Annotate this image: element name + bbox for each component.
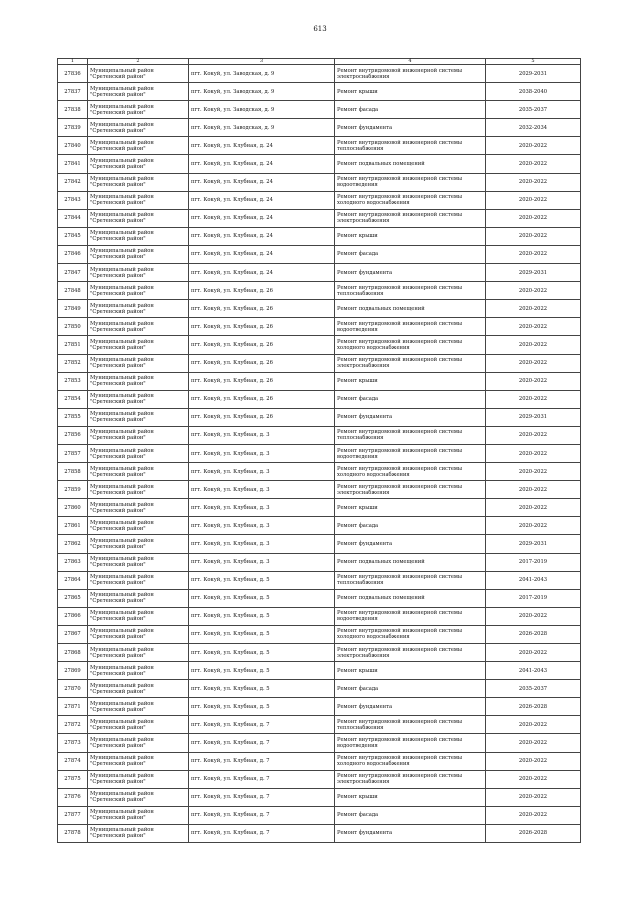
cell-work-type: Ремонт фасада [335,517,486,535]
cell-period: 2041-2043 [486,571,581,589]
cell-period: 2020-2022 [486,191,581,209]
cell-municipality: Муниципальный район "Сретенский район" [88,372,189,390]
table-row [58,806,581,824]
table-row [58,227,581,245]
table-row [58,589,581,607]
cell-period: 2029-2031 [486,65,581,83]
table-row [58,607,581,625]
cell-work-type: Ремонт внутридомовой инженерной системы водоотведения [335,444,486,462]
table-row [58,463,581,481]
cell-record-id: 27853 [58,372,88,390]
cell-address: пгт. Кокуй, ул. Клубная, д. 26 [189,336,335,354]
table-row [58,209,581,227]
cell-period: 2017-2019 [486,589,581,607]
cell-work-type: Ремонт внутридомовой инженерной системы теплоснабжения [335,282,486,300]
cell-work-type: Ремонт фасада [335,245,486,263]
table-row [58,517,581,535]
cell-municipality: Муниципальный район "Сретенский район" [88,264,189,282]
cell-municipality: Муниципальный район "Сретенский район" [88,806,189,824]
table-row [58,354,581,372]
table-row [58,173,581,191]
cell-municipality: Муниципальный район "Сретенский район" [88,354,189,372]
cell-period: 2020-2022 [486,752,581,770]
cell-address: пгт. Кокуй, ул. Клубная, д. 24 [189,155,335,173]
cell-address: пгт. Кокуй, ул. Заводская, д. 9 [189,119,335,137]
cell-record-id: 27861 [58,517,88,535]
cell-municipality: Муниципальный район "Сретенский район" [88,101,189,119]
cell-municipality: Муниципальный район "Сретенский район" [88,752,189,770]
cell-work-type: Ремонт крыши [335,788,486,806]
cell-municipality: Муниципальный район "Сретенский район" [88,571,189,589]
cell-work-type: Ремонт внутридомовой инженерной системы теплоснабжения [335,426,486,444]
cell-work-type: Ремонт крыши [335,499,486,517]
cell-record-id: 27836 [58,65,88,83]
cell-record-id: 27877 [58,806,88,824]
cell-address: пгт. Кокуй, ул. Клубная, д. 5 [189,698,335,716]
cell-municipality: Муниципальный район "Сретенский район" [88,173,189,191]
cell-municipality: Муниципальный район "Сретенский район" [88,680,189,698]
cell-work-type: Ремонт фасада [335,390,486,408]
cell-municipality: Муниципальный район "Сретенский район" [88,245,189,263]
cell-period: 2020-2022 [486,245,581,263]
cell-work-type: Ремонт внутридомовой инженерной системы теплоснабжения [335,716,486,734]
cell-municipality: Муниципальный район "Сретенский район" [88,209,189,227]
cell-work-type: Ремонт внутридомовой инженерной системы электроснабжения [335,65,486,83]
column-header: 1 [58,59,88,65]
cell-period: 2020-2022 [486,444,581,462]
cell-work-type: Ремонт фундамента [335,698,486,716]
table-row [58,408,581,426]
cell-period: 2026-2028 [486,625,581,643]
table-row [58,155,581,173]
cell-period: 2020-2022 [486,517,581,535]
cell-municipality: Муниципальный район "Сретенский район" [88,282,189,300]
cell-municipality: Муниципальный район "Сретенский район" [88,137,189,155]
cell-record-id: 27866 [58,607,88,625]
cell-municipality: Муниципальный район "Сретенский район" [88,716,189,734]
cell-work-type: Ремонт внутридомовой инженерной системы электроснабжения [335,770,486,788]
cell-work-type: Ремонт фасада [335,806,486,824]
cell-address: пгт. Кокуй, ул. Клубная, д. 3 [189,517,335,535]
table-row [58,119,581,137]
cell-address: пгт. Кокуй, ул. Клубная, д. 26 [189,300,335,318]
table-row [58,680,581,698]
table-row [58,372,581,390]
cell-record-id: 27841 [58,155,88,173]
cell-record-id: 27870 [58,680,88,698]
cell-work-type: Ремонт внутридомовой инженерной системы водоотведения [335,607,486,625]
cell-address: пгт. Кокуй, ул. Клубная, д. 26 [189,408,335,426]
cell-work-type: Ремонт подвальных помещений [335,589,486,607]
table-row [58,571,581,589]
table-row [58,245,581,263]
table-row [58,698,581,716]
cell-period: 2020-2022 [486,806,581,824]
table-row [58,734,581,752]
cell-work-type: Ремонт внутридомовой инженерной системы электроснабжения [335,209,486,227]
cell-record-id: 27855 [58,408,88,426]
cell-municipality: Муниципальный район "Сретенский район" [88,698,189,716]
table-row [58,101,581,119]
cell-period: 2035-2037 [486,101,581,119]
cell-record-id: 27868 [58,644,88,662]
cell-municipality: Муниципальный район "Сретенский район" [88,824,189,842]
cell-municipality: Муниципальный район "Сретенский район" [88,644,189,662]
cell-record-id: 27854 [58,390,88,408]
cell-period: 2020-2022 [486,155,581,173]
cell-record-id: 27863 [58,553,88,571]
cell-municipality: Муниципальный район "Сретенский район" [88,390,189,408]
cell-work-type: Ремонт внутридомовой инженерной системы холодного водоснабжения [335,191,486,209]
cell-address: пгт. Кокуй, ул. Клубная, д. 3 [189,463,335,481]
table-row [58,318,581,336]
table-row [58,65,581,83]
cell-address: пгт. Кокуй, ул. Клубная, д. 24 [189,191,335,209]
cell-work-type: Ремонт подвальных помещений [335,553,486,571]
cell-work-type: Ремонт внутридомовой инженерной системы холодного водоснабжения [335,752,486,770]
cell-municipality: Муниципальный район "Сретенский район" [88,336,189,354]
cell-record-id: 27864 [58,571,88,589]
cell-period: 2038-2040 [486,83,581,101]
table-row [58,300,581,318]
cell-municipality: Муниципальный район "Сретенский район" [88,65,189,83]
cell-period: 2029-2031 [486,535,581,553]
cell-address: пгт. Кокуй, ул. Клубная, д. 24 [189,173,335,191]
cell-address: пгт. Кокуй, ул. Клубная, д. 7 [189,824,335,842]
cell-period: 2026-2028 [486,698,581,716]
cell-work-type: Ремонт внутридомовой инженерной системы электроснабжения [335,481,486,499]
table-row [58,264,581,282]
cell-period: 2020-2022 [486,734,581,752]
cell-address: пгт. Кокуй, ул. Заводская, д. 9 [189,101,335,119]
cell-record-id: 27839 [58,119,88,137]
cell-address: пгт. Кокуй, ул. Клубная, д. 5 [189,644,335,662]
cell-municipality: Муниципальный район "Сретенский район" [88,426,189,444]
cell-municipality: Муниципальный район "Сретенский район" [88,589,189,607]
cell-record-id: 27859 [58,481,88,499]
cell-period: 2020-2022 [486,372,581,390]
cell-record-id: 27871 [58,698,88,716]
cell-record-id: 27873 [58,734,88,752]
column-header: 2 [88,59,189,65]
table-row [58,83,581,101]
cell-address: пгт. Кокуй, ул. Клубная, д. 3 [189,535,335,553]
table-row [58,752,581,770]
cell-record-id: 27852 [58,354,88,372]
cell-address: пгт. Кокуй, ул. Клубная, д. 24 [189,245,335,263]
cell-period: 2020-2022 [486,644,581,662]
cell-period: 2020-2022 [486,227,581,245]
table-row [58,770,581,788]
cell-municipality: Муниципальный район "Сретенский район" [88,155,189,173]
cell-period: 2020-2022 [486,788,581,806]
cell-record-id: 27876 [58,788,88,806]
cell-address: пгт. Кокуй, ул. Клубная, д. 3 [189,426,335,444]
cell-work-type: Ремонт внутридомовой инженерной системы водоотведения [335,318,486,336]
cell-work-type: Ремонт внутридомовой инженерной системы электроснабжения [335,644,486,662]
cell-record-id: 27860 [58,499,88,517]
cell-period: 2020-2022 [486,499,581,517]
cell-municipality: Муниципальный район "Сретенский район" [88,625,189,643]
cell-address: пгт. Кокуй, ул. Клубная, д. 26 [189,390,335,408]
cell-address: пгт. Кокуй, ул. Клубная, д. 26 [189,318,335,336]
cell-period: 2032-2034 [486,119,581,137]
table-row [58,535,581,553]
cell-period: 2020-2022 [486,426,581,444]
cell-work-type: Ремонт внутридомовой инженерной системы холодного водоснабжения [335,463,486,481]
page-number: 613 [313,25,327,33]
table-row [58,426,581,444]
table-row [58,824,581,842]
table-row [58,191,581,209]
cell-work-type: Ремонт фундамента [335,535,486,553]
cell-address: пгт. Кокуй, ул. Клубная, д. 5 [189,589,335,607]
cell-work-type: Ремонт фундамента [335,264,486,282]
cell-address: пгт. Кокуй, ул. Клубная, д. 7 [189,770,335,788]
cell-address: пгт. Кокуй, ул. Клубная, д. 24 [189,137,335,155]
cell-record-id: 27837 [58,83,88,101]
cell-address: пгт. Кокуй, ул. Клубная, д. 24 [189,209,335,227]
cell-municipality: Муниципальный район "Сретенский район" [88,770,189,788]
table-row [58,481,581,499]
cell-period: 2020-2022 [486,173,581,191]
cell-municipality: Муниципальный район "Сретенский район" [88,227,189,245]
cell-period: 2020-2022 [486,282,581,300]
cell-period: 2029-2031 [486,408,581,426]
cell-work-type: Ремонт крыши [335,227,486,245]
cell-address: пгт. Кокуй, ул. Клубная, д. 5 [189,571,335,589]
cell-period: 2020-2022 [486,300,581,318]
table-row [58,282,581,300]
cell-record-id: 27867 [58,625,88,643]
cell-address: пгт. Кокуй, ул. Клубная, д. 7 [189,734,335,752]
cell-record-id: 27844 [58,209,88,227]
cell-period: 2020-2022 [486,607,581,625]
table-row [58,644,581,662]
cell-record-id: 27857 [58,444,88,462]
cell-period: 2020-2022 [486,481,581,499]
cell-work-type: Ремонт фундамента [335,408,486,426]
cell-record-id: 27845 [58,227,88,245]
cell-record-id: 27840 [58,137,88,155]
cell-record-id: 27847 [58,264,88,282]
cell-period: 2020-2022 [486,390,581,408]
cell-address: пгт. Кокуй, ул. Клубная, д. 7 [189,806,335,824]
table-row [58,716,581,734]
cell-work-type: Ремонт внутридомовой инженерной системы теплоснабжения [335,571,486,589]
cell-period: 2020-2022 [486,354,581,372]
cell-municipality: Муниципальный район "Сретенский район" [88,734,189,752]
cell-municipality: Муниципальный район "Сретенский район" [88,788,189,806]
table-row [58,662,581,680]
cell-work-type: Ремонт подвальных помещений [335,155,486,173]
cell-municipality: Муниципальный район "Сретенский район" [88,83,189,101]
cell-address: пгт. Кокуй, ул. Клубная, д. 7 [189,752,335,770]
cell-work-type: Ремонт крыши [335,83,486,101]
cell-record-id: 27869 [58,662,88,680]
table-row [58,390,581,408]
cell-municipality: Муниципальный район "Сретенский район" [88,662,189,680]
cell-record-id: 27850 [58,318,88,336]
cell-work-type: Ремонт крыши [335,372,486,390]
table-row [58,336,581,354]
cell-municipality: Муниципальный район "Сретенский район" [88,444,189,462]
cell-address: пгт. Кокуй, ул. Клубная, д. 3 [189,553,335,571]
cell-work-type: Ремонт фундамента [335,824,486,842]
cell-record-id: 27878 [58,824,88,842]
table-row [58,499,581,517]
cell-record-id: 27872 [58,716,88,734]
cell-period: 2020-2022 [486,716,581,734]
cell-municipality: Муниципальный район "Сретенский район" [88,607,189,625]
cell-work-type: Ремонт крыши [335,662,486,680]
table-row [58,788,581,806]
cell-record-id: 27838 [58,101,88,119]
cell-record-id: 27874 [58,752,88,770]
table-row [58,553,581,571]
cell-work-type: Ремонт внутридомовой инженерной системы водоотведения [335,734,486,752]
cell-record-id: 27865 [58,589,88,607]
cell-period: 2020-2022 [486,137,581,155]
cell-period: 2020-2022 [486,336,581,354]
capital-repair-table [57,58,581,843]
cell-record-id: 27842 [58,173,88,191]
cell-address: пгт. Кокуй, ул. Клубная, д. 7 [189,788,335,806]
cell-address: пгт. Кокуй, ул. Клубная, д. 24 [189,227,335,245]
cell-address: пгт. Кокуй, ул. Клубная, д. 5 [189,662,335,680]
cell-address: пгт. Кокуй, ул. Клубная, д. 3 [189,481,335,499]
cell-address: пгт. Кокуй, ул. Клубная, д. 26 [189,372,335,390]
cell-work-type: Ремонт внутридомовой инженерной системы теплоснабжения [335,137,486,155]
cell-period: 2020-2022 [486,770,581,788]
cell-work-type: Ремонт подвальных помещений [335,300,486,318]
cell-period: 2020-2022 [486,209,581,227]
cell-municipality: Муниципальный район "Сретенский район" [88,481,189,499]
cell-record-id: 27851 [58,336,88,354]
cell-address: пгт. Кокуй, ул. Клубная, д. 5 [189,680,335,698]
table-row [58,137,581,155]
cell-address: пгт. Кокуй, ул. Клубная, д. 5 [189,625,335,643]
cell-work-type: Ремонт фундамента [335,119,486,137]
cell-address: пгт. Кокуй, ул. Клубная, д. 3 [189,444,335,462]
cell-municipality: Муниципальный район "Сретенский район" [88,119,189,137]
cell-record-id: 27858 [58,463,88,481]
cell-period: 2017-2019 [486,553,581,571]
cell-address: пгт. Кокуй, ул. Заводская, д. 9 [189,83,335,101]
cell-address: пгт. Кокуй, ул. Клубная, д. 26 [189,354,335,372]
cell-address: пгт. Кокуй, ул. Клубная, д. 26 [189,282,335,300]
cell-record-id: 27843 [58,191,88,209]
cell-record-id: 27862 [58,535,88,553]
column-header: 3 [189,59,335,65]
cell-address: пгт. Кокуй, ул. Клубная, д. 7 [189,716,335,734]
cell-record-id: 27875 [58,770,88,788]
cell-address: пгт. Кокуй, ул. Заводская, д. 9 [189,65,335,83]
cell-municipality: Муниципальный район "Сретенский район" [88,300,189,318]
cell-period: 2020-2022 [486,463,581,481]
cell-period: 2041-2043 [486,662,581,680]
cell-municipality: Муниципальный район "Сретенский район" [88,535,189,553]
cell-period: 2029-2031 [486,264,581,282]
cell-record-id: 27848 [58,282,88,300]
cell-work-type: Ремонт внутридомовой инженерной системы водоотведения [335,173,486,191]
cell-municipality: Муниципальный район "Сретенский район" [88,499,189,517]
cell-address: пгт. Кокуй, ул. Клубная, д. 24 [189,264,335,282]
cell-municipality: Муниципальный район "Сретенский район" [88,553,189,571]
cell-period: 2026-2028 [486,824,581,842]
cell-work-type: Ремонт фасада [335,101,486,119]
cell-municipality: Муниципальный район "Сретенский район" [88,408,189,426]
cell-municipality: Муниципальный район "Сретенский район" [88,318,189,336]
cell-municipality: Муниципальный район "Сретенский район" [88,463,189,481]
cell-municipality: Муниципальный район "Сретенский район" [88,517,189,535]
cell-address: пгт. Кокуй, ул. Клубная, д. 3 [189,499,335,517]
cell-work-type: Ремонт внутридомовой инженерной системы электроснабжения [335,354,486,372]
cell-record-id: 27846 [58,245,88,263]
cell-period: 2035-2037 [486,680,581,698]
cell-record-id: 27856 [58,426,88,444]
cell-period: 2020-2022 [486,318,581,336]
table-row [58,625,581,643]
cell-work-type: Ремонт внутридомовой инженерной системы холодного водоснабжения [335,625,486,643]
cell-municipality: Муниципальный район "Сретенский район" [88,191,189,209]
cell-address: пгт. Кокуй, ул. Клубная, д. 5 [189,607,335,625]
table-body [58,65,581,843]
column-header: 5 [486,59,581,65]
table-row [58,444,581,462]
cell-work-type: Ремонт фасада [335,680,486,698]
cell-work-type: Ремонт внутридомовой инженерной системы холодного водоснабжения [335,336,486,354]
cell-record-id: 27849 [58,300,88,318]
column-header: 4 [335,59,486,65]
